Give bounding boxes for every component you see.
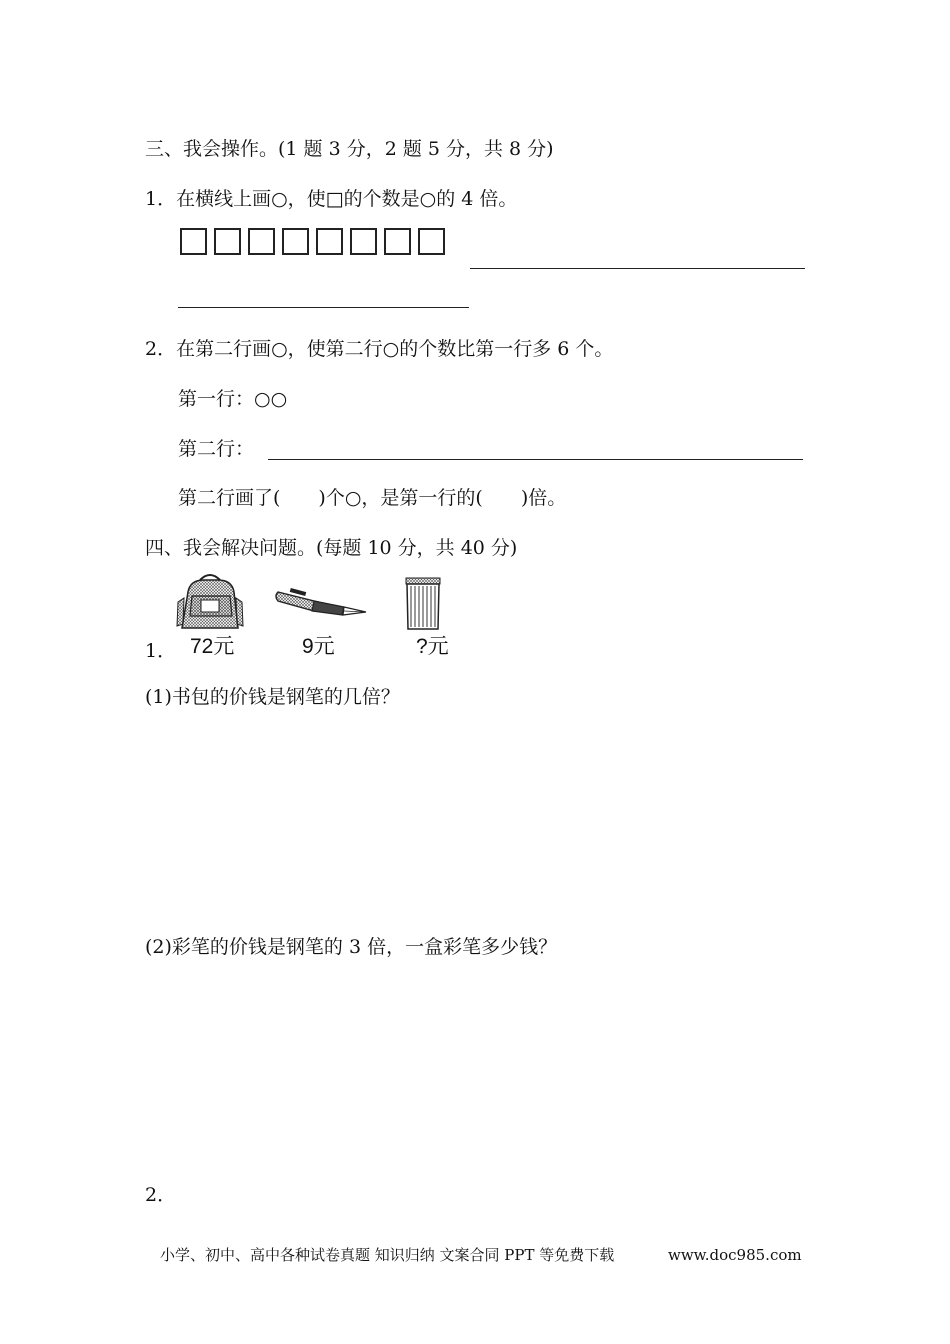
fountain-pen-icon <box>270 584 370 618</box>
square-icon <box>350 228 377 255</box>
row-2-label: 第二行： <box>178 438 255 460</box>
question-2-fill-blank: 第二行画了( )个○，是第一行的( )倍。 <box>178 487 567 509</box>
answer-line-2[interactable] <box>178 307 469 308</box>
problem-1-number: 1． <box>145 640 177 662</box>
problem-2-number: 2． <box>145 1184 177 1206</box>
subquestion-2: (2)彩笔的价钱是钢笔的 3 倍，一盒彩笔多少钱？ <box>145 936 558 958</box>
square-icon <box>418 228 445 255</box>
answer-line-1[interactable] <box>470 268 805 269</box>
row-2-answer-line[interactable] <box>268 459 803 460</box>
squares-row <box>180 228 445 255</box>
row-1-label: 第一行：○○ <box>178 388 288 410</box>
backpack-icon <box>174 572 246 632</box>
square-icon <box>214 228 241 255</box>
square-icon <box>180 228 207 255</box>
footer-url[interactable]: www.doc985.com <box>668 1246 802 1264</box>
pencils-price: ?元 <box>416 635 449 658</box>
footer-text: 小学、初中、高中各种试卷真题 知识归纳 文案合同 PPT 等免费下载 <box>160 1246 615 1264</box>
section4-heading: 四、我会解决问题。(每题 10 分，共 40 分) <box>145 537 518 559</box>
pen-price: 9元 <box>302 635 335 658</box>
subquestion-1: (1)书包的价钱是钢笔的几倍？ <box>145 686 400 708</box>
square-icon <box>248 228 275 255</box>
question-1-text: 1．在横线上画○，使□的个数是○的 4 倍。 <box>145 188 518 210</box>
square-icon <box>282 228 309 255</box>
backpack-price: 72元 <box>190 635 235 658</box>
square-icon <box>316 228 343 255</box>
question-2-text: 2．在第二行画○，使第二行○的个数比第一行多 6 个。 <box>145 338 614 360</box>
section3-heading: 三、我会操作。(1 题 3 分，2 题 5 分，共 8 分) <box>145 138 554 160</box>
colored-pencils-icon <box>402 572 444 632</box>
square-icon <box>384 228 411 255</box>
